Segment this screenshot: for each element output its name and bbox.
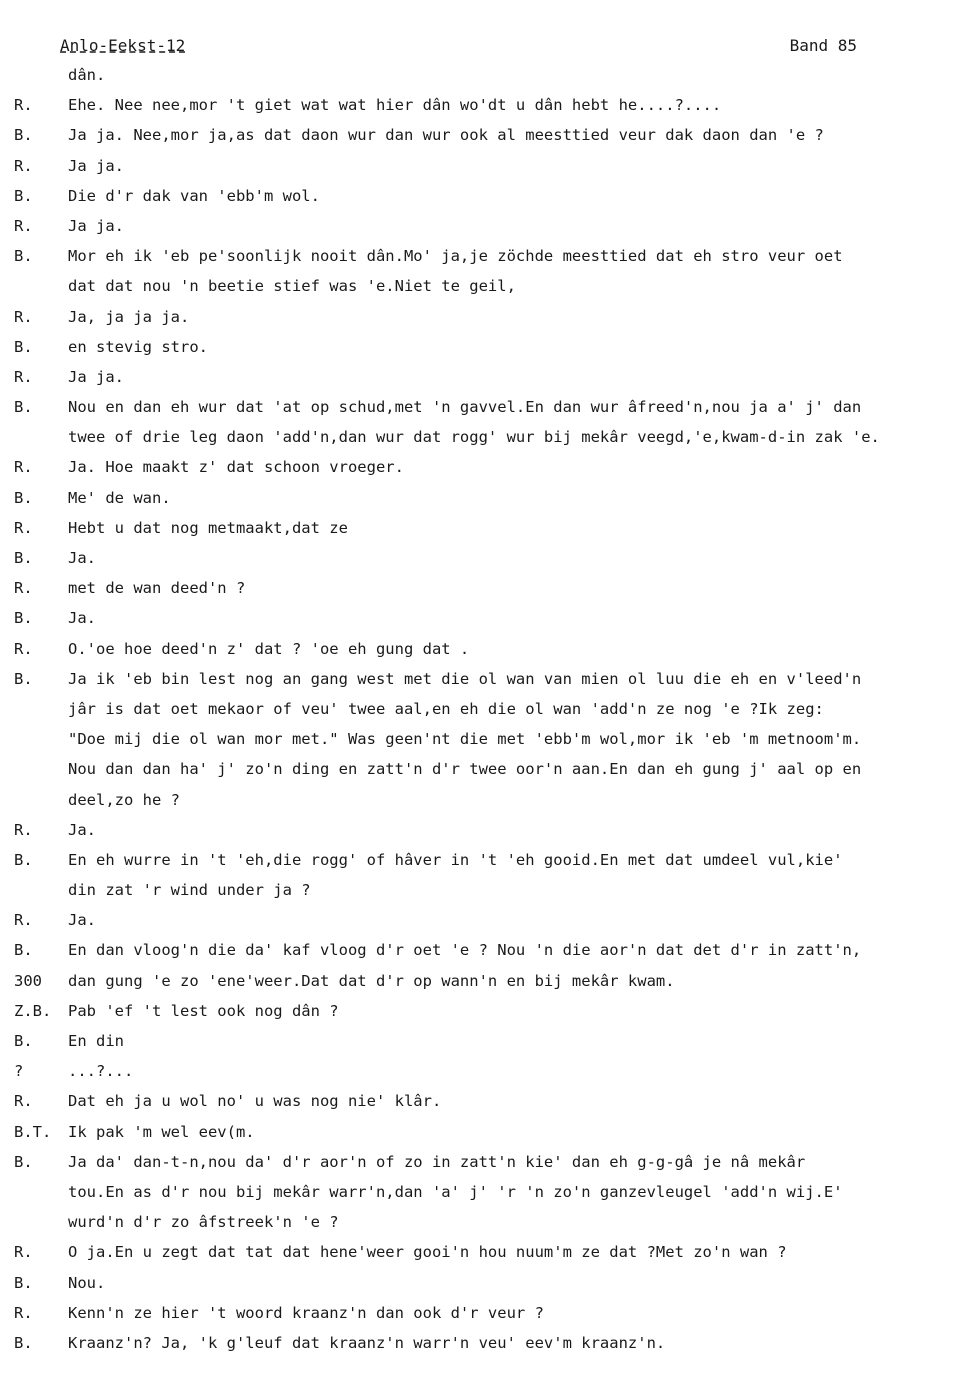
transcript-line	[0, 935, 979, 965]
speaker-label: R.	[14, 518, 33, 537]
line-text: jâr is dat oet mekaor of veu' twee aal,en eh die ol wan 'add'n ze nog 'e ?Ik zeg:	[68, 699, 824, 718]
transcript-line	[0, 1056, 979, 1086]
line-text: dan gung 'e zo 'ene'weer.Dat dat d'r op wann'n en bij mekâr kwam.	[68, 971, 675, 990]
transcript-line	[0, 60, 979, 90]
line-text: Mor eh ik 'eb pe'soonlijk nooit dân.Mo' ja,je zöchde meesttied dat eh stro veur oet	[68, 247, 843, 266]
line-text: twee of drie leg daon 'add'n,dan wur dat rogg' wur bij mekâr veegd,'e,kwam-d-in zak 'e.	[68, 428, 880, 447]
transcript-line	[0, 1026, 979, 1056]
line-text: Ja ja. Nee,mor ja,as dat daon wur dan wur ook al meesttied veur dak daon dan 'e ?	[68, 126, 824, 145]
speaker-label: B.	[14, 669, 33, 688]
transcript-line	[0, 785, 979, 815]
transcript-line	[0, 1328, 979, 1358]
line-text: Ja ik 'eb bin lest nog an gang west met die ol wan van mien ol luu die eh en v'leed'n	[68, 669, 862, 688]
line-text: Ja.	[68, 911, 96, 930]
speaker-label: B.T.	[14, 1122, 52, 1141]
transcript-line	[0, 1268, 979, 1298]
speaker-label: B.	[14, 247, 33, 266]
speaker-label: R.	[14, 820, 33, 839]
transcript-line	[0, 845, 979, 875]
transcript-line	[0, 1207, 979, 1237]
transcript-line	[0, 120, 979, 150]
speaker-label: R.	[14, 639, 33, 658]
speaker-label: B.	[14, 1273, 33, 1292]
line-text: dat dat nou 'n beetie stief was 'e.Niet te geil,	[68, 277, 516, 296]
speaker-label: R.	[14, 216, 33, 235]
line-text: En dan vloog'n die da' kaf vloog d'r oet 'e ? Nou 'n die aor'n dat det d'r in zatt'n,	[68, 941, 862, 960]
line-text: tou.En as d'r nou bij mekâr warr'n,dan 'a' j' 'r 'n zo'n ganzevleugel 'add'n wij.E'	[68, 1182, 843, 1201]
line-text: Ja da' dan-t-n,nou da' d'r aor'n of zo in zatt'n kie' dan eh g-g-gâ je nâ mekâr	[68, 1152, 806, 1171]
speaker-label: R.	[14, 458, 33, 477]
speaker-label: R.	[14, 307, 33, 326]
line-text: Pab 'ef 't lest ook nog dân ?	[68, 1001, 339, 1020]
line-text: Ja ja.	[68, 216, 124, 235]
line-text: Ja.	[68, 549, 96, 567]
transcript-line	[0, 90, 979, 120]
transcript-line	[0, 452, 979, 482]
line-text: Kenn'n ze hier 't woord kraanz'n dan ook d'r veur ?	[68, 1303, 544, 1322]
speaker-label: R.	[14, 1092, 33, 1111]
speaker-label: R.	[14, 96, 33, 115]
speaker-label: B.	[14, 549, 33, 567]
speaker-label: B.	[14, 941, 33, 960]
transcript-line	[0, 1298, 979, 1328]
line-text: Ja ja.	[68, 367, 124, 386]
speaker-label: B.	[14, 488, 33, 507]
line-text: Ja.	[68, 820, 96, 839]
line-text: Dat eh ja u wol no' u was nog nie' klâr.	[68, 1092, 442, 1111]
band-number: Band 85	[789, 36, 857, 55]
line-text: Ja.	[68, 609, 96, 628]
line-text: Me' de wan.	[68, 488, 171, 507]
speaker-label: B.	[14, 126, 33, 145]
transcript-line	[0, 603, 979, 633]
transcript-line	[0, 513, 979, 543]
transcript-line	[0, 1086, 979, 1116]
line-text: Die d'r dak van 'ebb'm wol.	[68, 186, 320, 205]
speaker-label: 300	[14, 971, 42, 990]
transcript-line	[0, 634, 979, 664]
page-header	[60, 36, 857, 58]
transcript-line	[0, 966, 979, 996]
line-text: En eh wurre in 't 'eh,die rogg' of hâver in 't 'eh gooid.En met dat umdeel vul,kie'	[68, 850, 843, 869]
speaker-label: R.	[14, 156, 33, 175]
transcript-line	[0, 1177, 979, 1207]
speaker-label: R.	[14, 1303, 33, 1322]
transcript-line	[0, 694, 979, 724]
transcript-line	[0, 483, 979, 513]
line-text: Ja. Hoe maakt z' dat schoon vroeger.	[68, 458, 404, 477]
speaker-label: B.	[14, 1152, 33, 1171]
line-text: Nou dan dan ha' j' zo'n ding en zatt'n d'r twee oor'n aan.En dan eh gung j' aal op en	[68, 760, 862, 779]
line-text: Ik pak 'm wel eev(m.	[68, 1122, 255, 1141]
line-text: O.'oe hoe deed'n z' dat ? 'oe eh gung dat .	[68, 639, 470, 658]
line-text: dân.	[68, 66, 106, 84]
transcript-line	[0, 332, 979, 362]
line-text: en stevig stro.	[68, 337, 208, 356]
line-text: "Doe mij die ol wan mor met." Was geen'nt die met 'ebb'm wol,mor ik 'eb 'm metnoom'm.	[68, 730, 862, 749]
transcript-line	[0, 664, 979, 694]
transcript-line	[0, 302, 979, 332]
speaker-label: R.	[14, 911, 33, 930]
line-text: deel,zo he ?	[68, 790, 180, 809]
transcript-line	[0, 815, 979, 845]
speaker-label: B.	[14, 337, 33, 356]
line-text: Ja ja.	[68, 156, 124, 175]
speaker-label: B.	[14, 1333, 33, 1352]
line-text: din zat 'r wind under ja ?	[68, 881, 311, 900]
transcript-line	[0, 151, 979, 181]
line-text: O ja.En u zegt dat tat dat hene'weer gooi'n hou nuum'm ze dat ?Met zo'n wan ?	[68, 1243, 787, 1262]
line-text: Nou en dan eh wur dat 'at op schud,met 'n gavvel.En dan wur âfreed'n,nou ja a' j' dan	[68, 398, 862, 417]
transcript-line	[0, 241, 979, 271]
transcript-line	[0, 905, 979, 935]
transcript-line	[0, 543, 979, 573]
speaker-label: R.	[14, 367, 33, 386]
transcript-line	[0, 1147, 979, 1177]
transcript-body	[0, 60, 979, 1358]
line-text: Hebt u dat nog metmaakt,dat ze	[68, 518, 348, 537]
speaker-label: ?	[14, 1062, 24, 1081]
speaker-label: B.	[14, 1032, 33, 1050]
transcript-line	[0, 1237, 979, 1267]
line-text: Ja, ja ja ja.	[68, 307, 190, 326]
transcript-line	[0, 754, 979, 784]
speaker-label: B.	[14, 850, 33, 869]
speaker-label: R.	[14, 1243, 33, 1262]
line-text: Kraanz'n? Ja, 'k g'leuf dat kraanz'n warr'n veu' eev'm kraanz'n.	[68, 1333, 666, 1352]
line-text: En din	[68, 1032, 124, 1050]
line-text: wurd'n d'r zo âfstreek'n 'e ?	[68, 1213, 339, 1232]
speaker-label: Z.B.	[14, 1001, 52, 1020]
document-title: Anlo-Eekst-12	[60, 36, 186, 55]
transcript-line	[0, 211, 979, 241]
transcript-line	[0, 181, 979, 211]
speaker-label: B.	[14, 186, 33, 205]
transcript-line	[0, 271, 979, 301]
speaker-label: B.	[14, 398, 33, 417]
transcript-line	[0, 996, 979, 1026]
transcript-line	[0, 573, 979, 603]
line-text: met de wan deed'n ?	[68, 579, 246, 598]
line-text: Ehe. Nee nee,mor 't giet wat wat hier dân wo'dt u dân hebt he....?....	[68, 96, 722, 115]
transcript-line	[0, 724, 979, 754]
transcript-line	[0, 392, 979, 422]
transcript-line	[0, 875, 979, 905]
line-text: ...?...	[68, 1062, 134, 1081]
transcript-line	[0, 1117, 979, 1147]
speaker-label: R.	[14, 579, 33, 598]
line-text: Nou.	[68, 1273, 106, 1292]
transcript-line	[0, 422, 979, 452]
speaker-label: B.	[14, 609, 33, 628]
transcript-line	[0, 362, 979, 392]
